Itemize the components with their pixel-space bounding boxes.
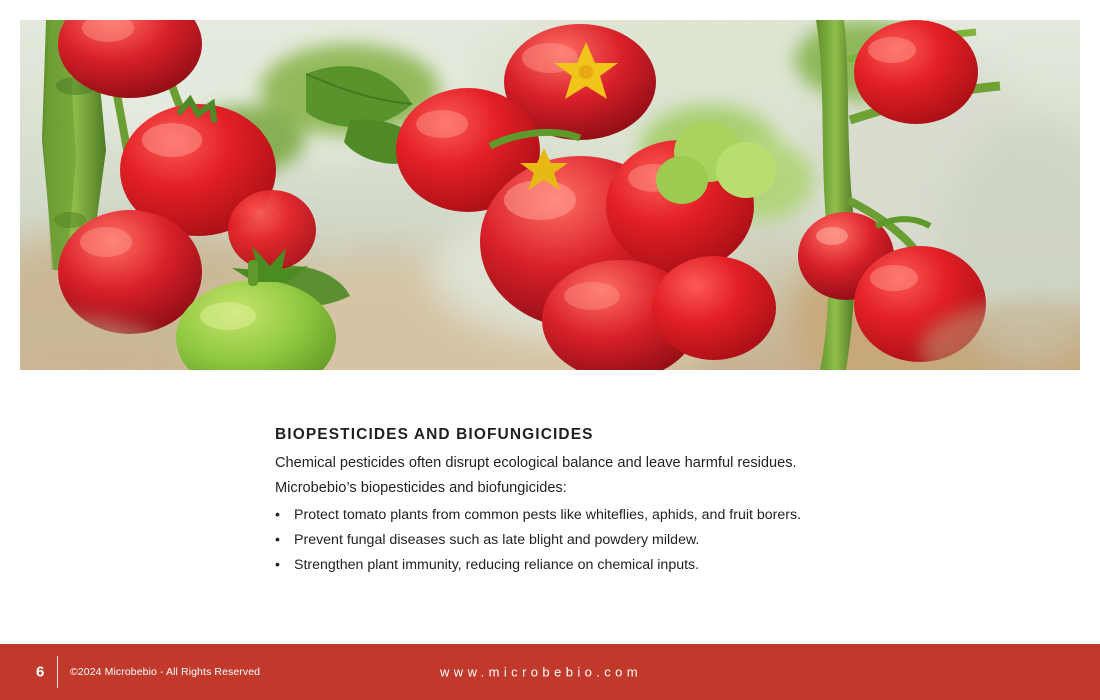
paragraph-1: Chemical pesticides often disrupt ecological balance and leave harmful residues. — [275, 455, 797, 472]
hero-image — [20, 20, 1080, 370]
website-url[interactable]: www.microbebio.com — [440, 664, 643, 680]
list-item — [275, 503, 1035, 528]
list-item-label: Strengthen plant immunity, reducing reliance on chemical inputs. — [294, 557, 700, 574]
page-footer — [0, 644, 1100, 700]
tomato-photo-illustration — [20, 20, 1080, 370]
bullet-marker-icon: • — [275, 557, 280, 574]
bullet-marker-icon: • — [275, 507, 280, 524]
list-item-label: Protect tomato plants from common pests like whiteflies, aphids, and fruit borers. — [294, 507, 802, 524]
page-title: BIOPESTICIDES AND BIOFUNGICIDES — [275, 426, 594, 443]
benefits-list — [275, 503, 1035, 578]
copyright-text: ©2024 Microbebio - All Rights Reserved — [70, 666, 261, 678]
footer-divider — [57, 656, 58, 688]
page-number: 6 — [36, 663, 45, 681]
paragraph-2: Microbebio’s biopesticides and biofungicides: — [275, 480, 567, 497]
list-item-label: Prevent fungal diseases such as late blight and powdery mildew. — [294, 532, 700, 549]
content-block — [275, 425, 1035, 578]
list-item — [275, 528, 1035, 553]
bullet-marker-icon: • — [275, 532, 280, 549]
list-item — [275, 553, 1035, 578]
